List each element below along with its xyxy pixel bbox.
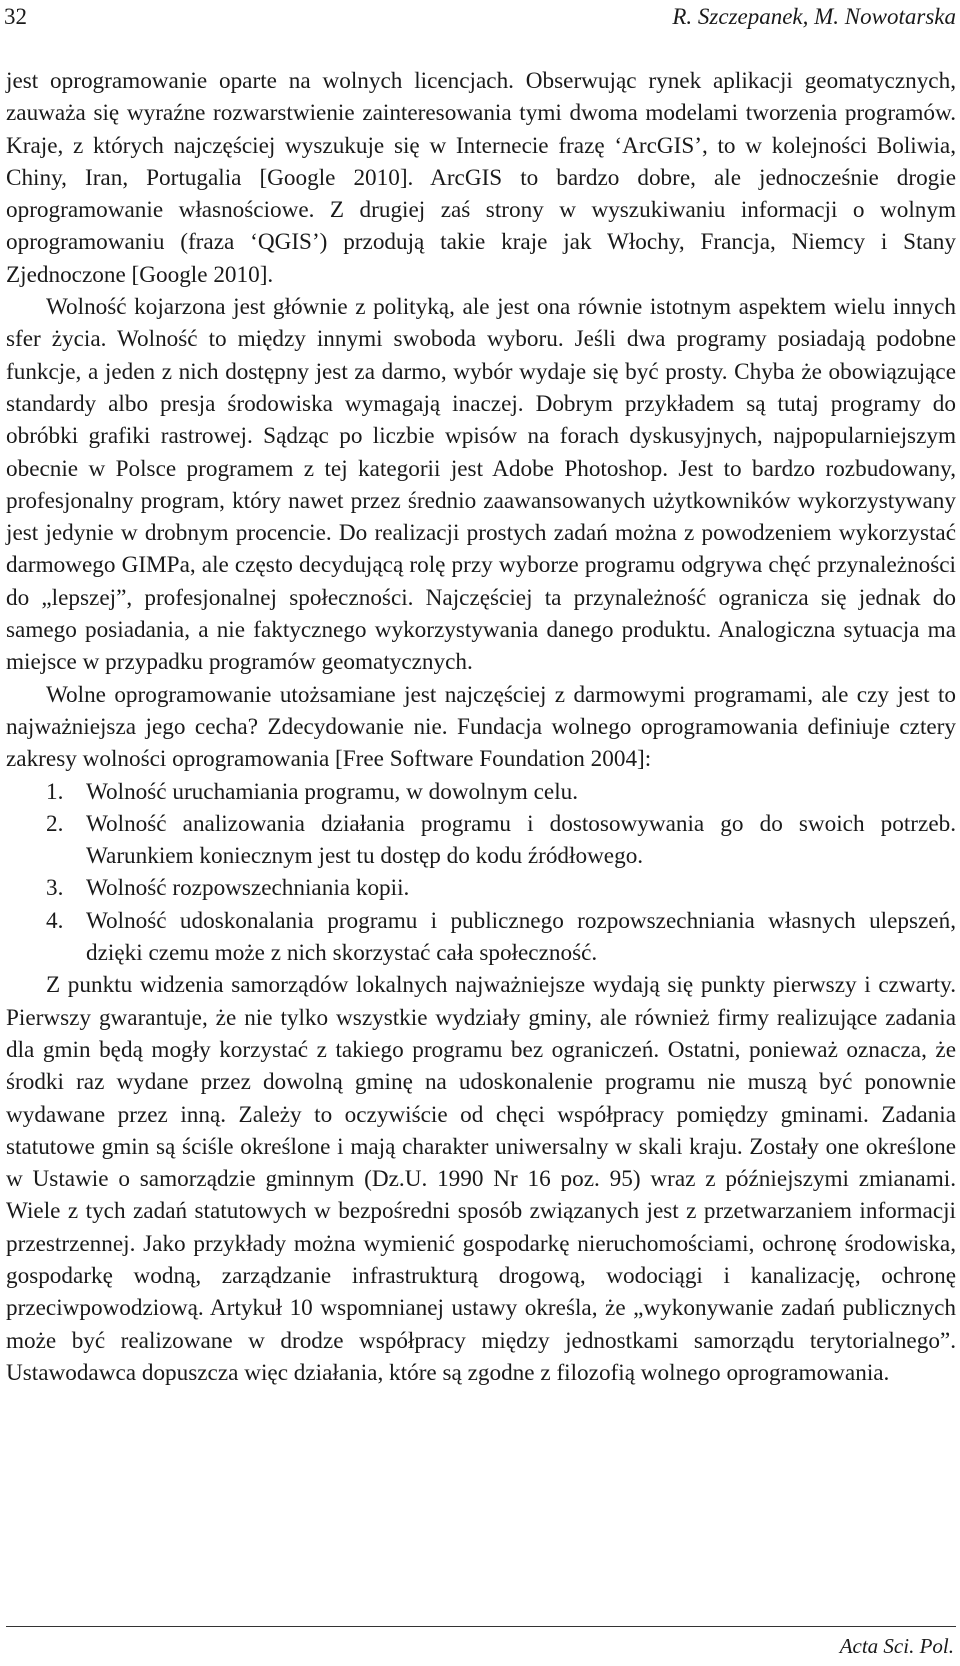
paragraph: Wolne oprogramowanie utożsamiane jest najczęściej z darmowymi programami, ale czy jest to najważniejsza jego cecha? Zdecydowanie nie. Fundacja wolnego oprogramowania definiuje cztery zakresy wolności oprogramowania [Free Software Foundation 2004]:: [6, 681, 956, 773]
paragraph: jest oprogramowanie oparte na wolnych licencjach. Obserwując rynek aplikacji geomatycznych, zauważa się wyraźne rozwarstwienie zainteresowania tymi dwoma modelami tworzenia programów. Kraje, z których najczęściej wyszukuje się w Internecie frazę ‘ArcGIS’, to w kolejności Boliwia, Chiny, Iran, Portugalia [Google 2010]. ArcGIS to bardzo dobre, ale jednocześnie drogie oprogramowanie własnościowe. Z drugiej zaś strony w wyszukiwaniu informacji o wolnym oprogramowaniu (fraza ‘QGIS’) przodują takie kraje jak Włochy, Francja, Niemcy i Stany Zjednoczone [Google 2010].: [6, 68, 956, 288]
list-item-text: Wolność analizowania działania programu i dostosowywania go do swoich potrzeb. Warunkiem koniecznym jest tu dostęp do kodu źródłowego.: [86, 810, 956, 870]
list-item: [6, 776, 956, 808]
list-item-number: 2.: [46, 810, 64, 837]
page-number: 32: [4, 4, 27, 29]
list-item-number: 1.: [46, 778, 64, 805]
running-header-authors: R. Szczepanek, M. Nowotarska: [672, 4, 956, 29]
footer-rule: [6, 1626, 956, 1627]
body-text: [6, 65, 956, 1389]
paragraph: Wolność kojarzona jest głównie z polityką, ale jest ona równie istotnym aspektem wielu innych sfer życia. Wolność to między innymi swoboda wyboru. Jeśli dwa programy posiadają podobne funkcje, a jeden z nich dostępny jest za darmo, wybór wydaje się być prosty. Chyba że obowiązujące standardy albo presja środowiska wymagają inaczej. Dobrym przykładem są tutaj programy do obróbki grafiki rastrowej. Sądząc po liczbie wpisów na forach dyskusyjnych, najpopularniejszym obecnie w Polsce programem z tej kategorii jest Adobe Photoshop. Jest to bardzo rozbudowany, profesjonalny program, który nawet przez średnio zaawansowanych użytkowników wykorzystywany jest jedynie w drobnym procencie. Do realizacji prostych zadań można z powodzeniem wykorzystać darmowego GIMPa, ale często decydującą rolę przy wyborze programu odgrywa chęć przynależności do „lepszej”, profesjonalnej społeczności. Najczęściej ta przynależność ogranicza się jednak do samego posiadania, a nie faktycznego wykorzystywania danego produktu. Analogiczna sytuacja ma miejsce w przypadku programów geomatycznych.: [6, 294, 956, 676]
footer-journal: Acta Sci. Pol.: [839, 1634, 954, 1658]
list-item-text: Wolność udoskonalania programu i publicznego rozpowszechniania własnych ulepszeń, dzięki czemu może z nich skorzystać cała społeczność.: [86, 907, 956, 967]
paragraph: Z punktu widzenia samorządów lokalnych najważniejsze wydają się punkty pierwszy i czwarty. Pierwszy gwarantuje, że nie tylko wszystkie wydziały gminy, ale również firmy realizujące zadania dla gmin będą mogły korzystać z takiego programu bez ograniczeń. Ostatni, ponieważ oznacza, że środki raz wydane przez dowolną gminę na udoskonalenie programu nie muszą być ponownie wydawane przez inną. Zależy to oczywiście od chęci współpracy pomiędzy gminami. Zadania statutowe gmin są ściśle określone i mają charakter uniwersalny w skali kraju. Zostały one określone w Ustawie o samorządzie gminnym (Dz.U. 1990 Nr 16 poz. 95) wraz z późniejszymi zmianami. Wiele z tych zadań statutowych w bezpośredni sposób związanych jest z przetwarzaniem informacji przestrzennej. Jako przykłady można wymienić gospodarkę nieruchomościami, ochronę środowiska, gospodarkę wodną, zarządzanie infrastrukturą drogową, wodociągi i kanalizację, ochronę przeciwpowodziową. Artykuł 10 wspomnianej ustawy określa, że „wykonywanie zadań publicznych może być realizowane w drodze współpracy między jednostkami samorządu terytorialnego”. Ustawodawca dopuszcza więc działania, które są zgodne z filozofią wolnego oprogramowania.: [6, 972, 956, 1386]
list-item-number: 3.: [46, 875, 64, 902]
list-item-text: Wolność uruchamiania programu, w dowolnym celu.: [86, 778, 579, 805]
list-item: [6, 905, 956, 970]
list-item-text: Wolność rozpowszechniania kopii.: [86, 875, 410, 902]
list-item: [6, 808, 956, 873]
list-item: [6, 872, 956, 904]
running-header: [0, 0, 960, 32]
list-item-number: 4.: [46, 907, 64, 934]
freedoms-list: [6, 776, 956, 970]
